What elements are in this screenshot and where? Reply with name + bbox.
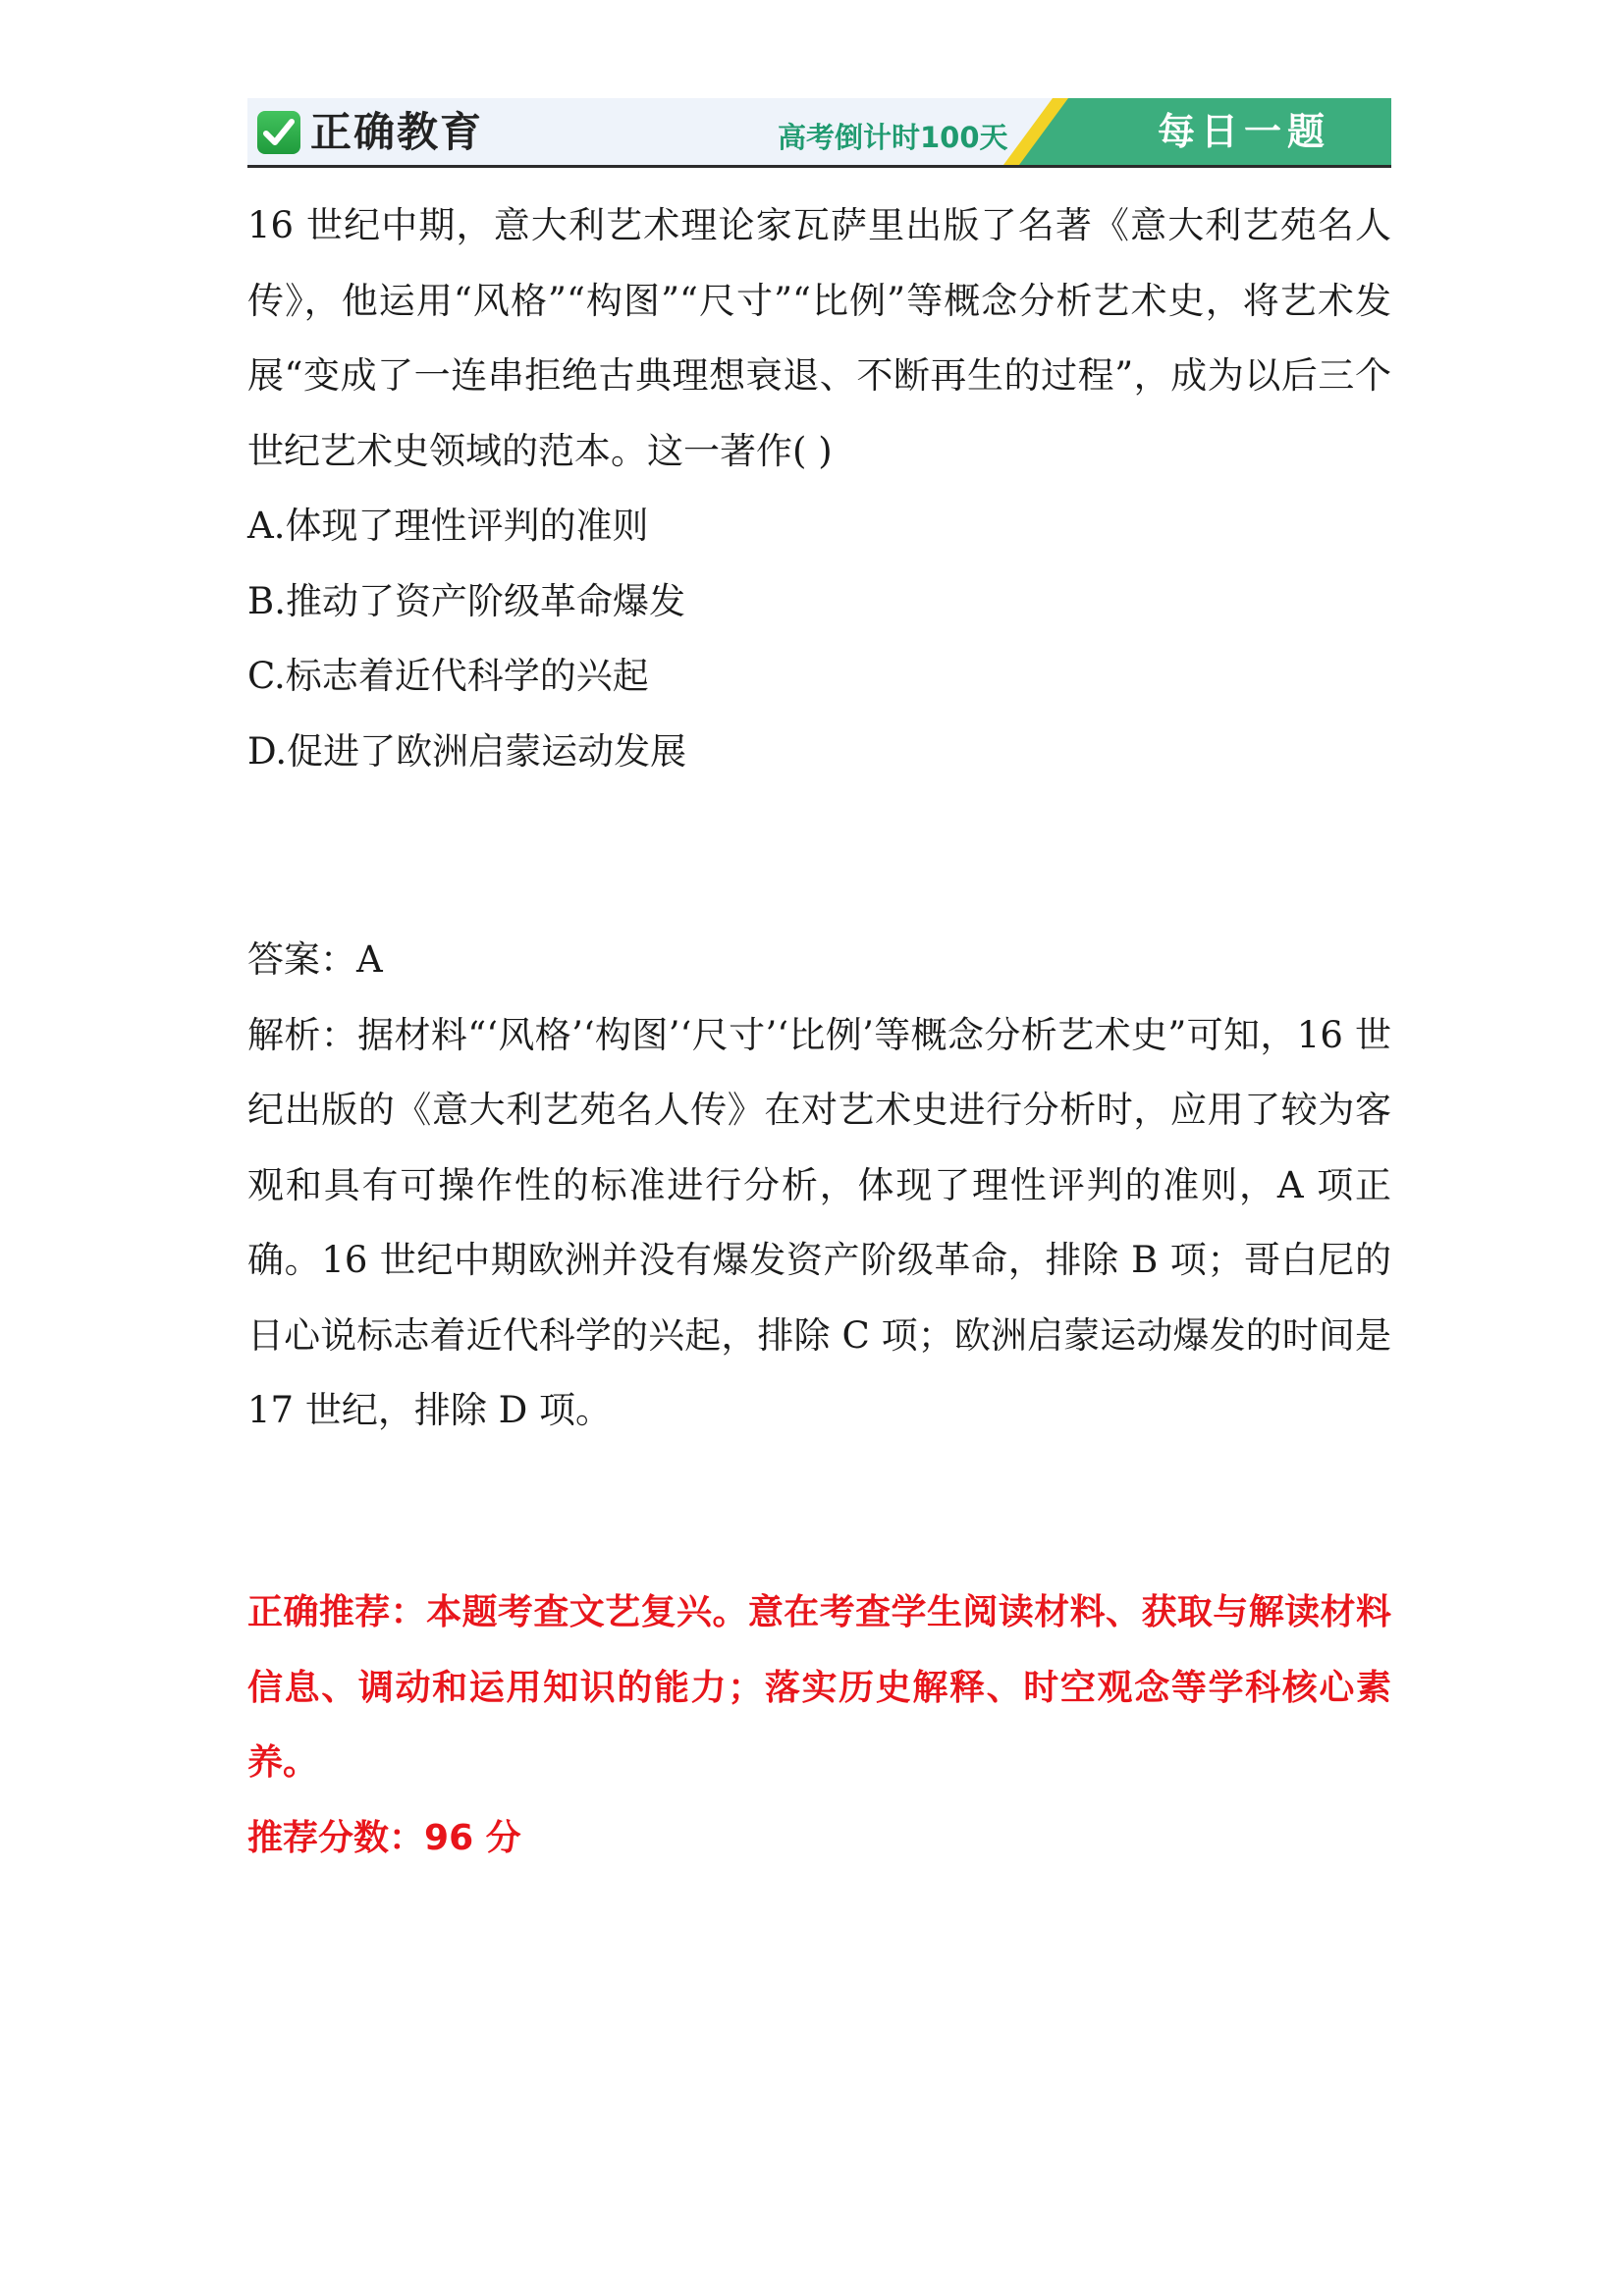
option-d: D.促进了欧洲启蒙运动发展 [247, 729, 687, 773]
brand-name: 正确教育 [310, 108, 484, 156]
option-a: A.体现了理性评判的准则 [247, 505, 649, 547]
daily-question-label: 每日一题 [1157, 110, 1330, 153]
header-divider [247, 165, 1391, 168]
answer-value: A [356, 938, 383, 981]
option-b: B.推动了资产阶级革命爆发 [247, 579, 685, 622]
answer-line [247, 923, 1391, 998]
analysis-text: 据材料“‘风格’‘构图’‘尺寸’‘比例’等概念分析艺术史”可知，16 世纪出版的《意大利艺苑名人传》在对艺术史进行分析时，应用了较为客观和具有可操作性的标准进行分析，体现了理性评判的准则，A 项正确。16 世纪中期欧洲并没有爆发资产阶级革命，排除 B 项；哥白尼的日心说标志着近代科学的兴起，排除 C 项；欧洲启蒙运动爆发的时间是 17 世纪，排除 D 项。 [247, 1013, 1392, 1431]
score-line [247, 1801, 1391, 1877]
option-c: C.标志着近代科学的兴起 [247, 655, 649, 697]
question-section [247, 188, 1391, 789]
header-banner [247, 98, 1391, 169]
question-stem: 16 世纪中期，意大利艺术理论家瓦萨里出版了名著《意大利艺苑名人传》，他运用“风格”“构图”“尺寸”“比例”等概念分析艺术史，将艺术发展“变成了一连串拒绝古典理想衰退、不断再生的过程”，成为以后三个世纪艺术史领域的范本。这一著作( ) [247, 204, 1391, 472]
recommendation-text: 本题考查文艺复兴。意在考查学生阅读材料、获取与解读材料信息、调动和运用知识的能力；落实历史解释、时空观念等学科核心素养。 [247, 1592, 1391, 1783]
score-value: 96 分 [424, 1817, 521, 1858]
score-label: 推荐分数： [247, 1817, 425, 1858]
countdown-text: 高考倒计时100天 [778, 121, 1008, 154]
answer-label: 答案： [247, 938, 356, 981]
recommendation-label: 正确推荐： [247, 1592, 427, 1632]
recommendation-paragraph [247, 1575, 1391, 1801]
recommendation-section [247, 1575, 1391, 1876]
analysis-label: 解析： [247, 1013, 358, 1056]
analysis-paragraph [247, 998, 1391, 1449]
checkmark-logo-icon [257, 111, 300, 154]
answer-section [247, 923, 1391, 1449]
